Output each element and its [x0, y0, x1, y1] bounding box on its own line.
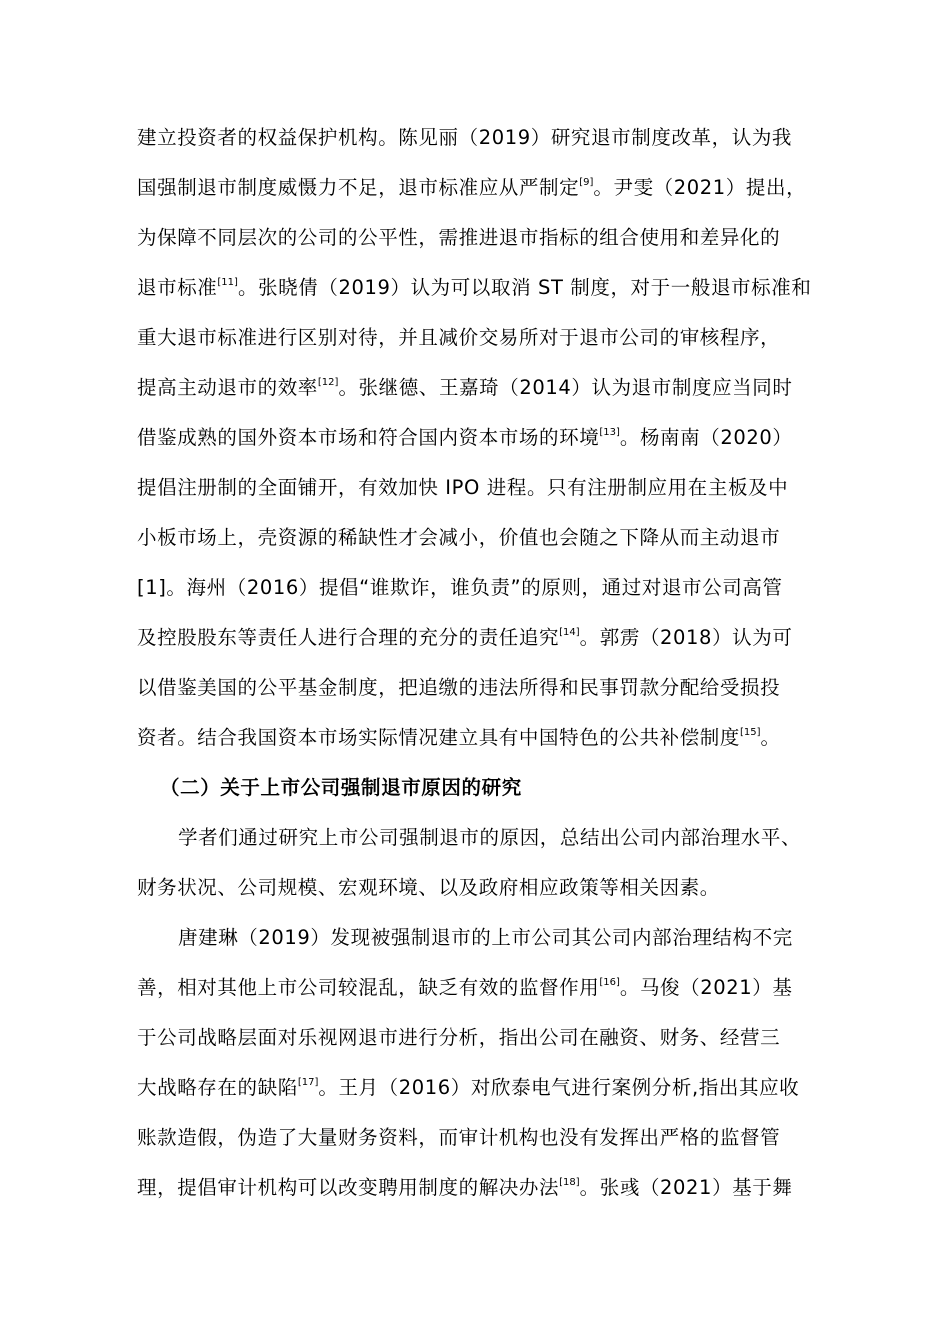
- citation-marker: [12]: [317, 377, 339, 388]
- paragraph-line: 财务状况、公司规模、宏观环境、以及政府相应政策等相关因素。: [137, 876, 720, 899]
- text-run: 小板市场上，壳资源的稀缺性才会减小，价值也会随之下降从而主动退市: [137, 526, 781, 549]
- paragraph-line: [137, 1024, 780, 1052]
- text-run: 。马俊（2021）基: [619, 976, 793, 999]
- citation-marker: [17]: [297, 1077, 319, 1088]
- text-run: 及控股股东等责任人进行合理的充分的责任追究: [137, 626, 560, 649]
- paragraph-line: [137, 274, 811, 302]
- text-run: 借鉴成熟的国外资本市场和符合国内资本市场的环境: [137, 426, 600, 449]
- citation-marker: [11]: [217, 277, 238, 288]
- paragraph-line: [137, 1174, 792, 1202]
- paragraph-line: [137, 124, 792, 152]
- text-run: 退市标准: [137, 276, 218, 299]
- paragraph-line: 学者们通过研究上市公司强制退市的原因，总结出公司内部治理水平、: [178, 826, 802, 849]
- citation-marker: [18]: [559, 1177, 580, 1188]
- text-run: 建立投资者的权益保护机构。陈见丽（2019）研究退市制度改革，认为我: [137, 126, 793, 149]
- text-run: 大战略存在的缺陷: [137, 1076, 298, 1099]
- paragraph-line: [137, 224, 780, 252]
- paragraph-line: [178, 924, 793, 952]
- citation-marker: [15]: [740, 727, 761, 738]
- text-run: 。杨南南（2020）: [619, 426, 793, 449]
- paragraph-line: [137, 1124, 780, 1152]
- paragraph-line: [137, 974, 792, 1002]
- text-run: 。张彧（2021）基于舞: [579, 1176, 793, 1199]
- paragraph-line: [137, 624, 792, 652]
- citation-marker: [13]: [599, 427, 620, 438]
- text-run: 。: [760, 726, 781, 749]
- citation-marker: [16]: [599, 977, 620, 988]
- text-run: 提高主动退市的效率: [137, 376, 318, 399]
- text-run: 提倡注册制的全面铺开，有效加快 IPO 进程。只有注册制应用在主板及中: [137, 476, 789, 499]
- paragraph-line: [137, 1074, 799, 1102]
- paragraph-line: [137, 524, 780, 552]
- text-run: 。王月（2016）对欣泰电气进行案例分析,指出其应收: [318, 1076, 800, 1099]
- paragraph-line: [137, 374, 792, 402]
- section-heading: （二）关于上市公司强制退市原因的研究: [160, 776, 522, 799]
- paragraph-line: [137, 674, 780, 702]
- text-run: 于公司战略层面对乐视网退市进行分析，指出公司在融资、财务、经营三: [137, 1026, 781, 1049]
- citation-marker: [14]: [559, 627, 580, 638]
- text-run: 为保障不同层次的公司的公平性，需推进退市指标的组合使用和差异化的: [137, 226, 781, 249]
- text-run: 善，相对其他上市公司较混乱，缺乏有效的监督作用: [137, 976, 600, 999]
- text-run: 账款造假，伪造了大量财务资料，而审计机构也没有发挥出严格的监督管: [137, 1126, 781, 1149]
- text-run: 以借鉴美国的公平基金制度，把追缴的违法所得和民事罚款分配给受损投: [137, 676, 781, 699]
- text-run: 资者。结合我国资本市场实际情况建立具有中国特色的公共补偿制度: [137, 726, 741, 749]
- text-run: 。张继德、王嘉琦（2014）认为退市制度应当同时: [338, 376, 793, 399]
- text-run: 。郭雳（2018）认为可: [579, 626, 793, 649]
- text-run: 重大退市标准进行区别对待，并且减价交易所对于退市公司的审核程序，: [137, 326, 781, 349]
- paragraph-line: [137, 324, 780, 352]
- text-run: 。张晓倩（2019）认为可以取消 ST 制度，对于一般退市标准和: [237, 276, 812, 299]
- paragraph-line: [137, 574, 783, 602]
- text-run: 国强制退市制度威慑力不足，退市标准应从严制定: [137, 176, 580, 199]
- paragraph-line: [137, 724, 781, 752]
- paragraph-line: [137, 424, 792, 452]
- text-run: [1]。海州（2016）提倡“谁欺诈，谁负责”的原则，通过对退市公司高管: [137, 576, 783, 599]
- text-run: 理，提倡审计机构可以改变聘用制度的解决办法: [137, 1176, 560, 1199]
- paragraph-line: [137, 174, 806, 202]
- citation-marker: [9]: [579, 177, 594, 188]
- text-run: 。尹雯（2021）提出，: [593, 176, 807, 199]
- paragraph-line: [137, 474, 788, 502]
- text-run: 唐建琳（2019）发现被强制退市的上市公司其公司内部治理结构不完: [178, 926, 793, 949]
